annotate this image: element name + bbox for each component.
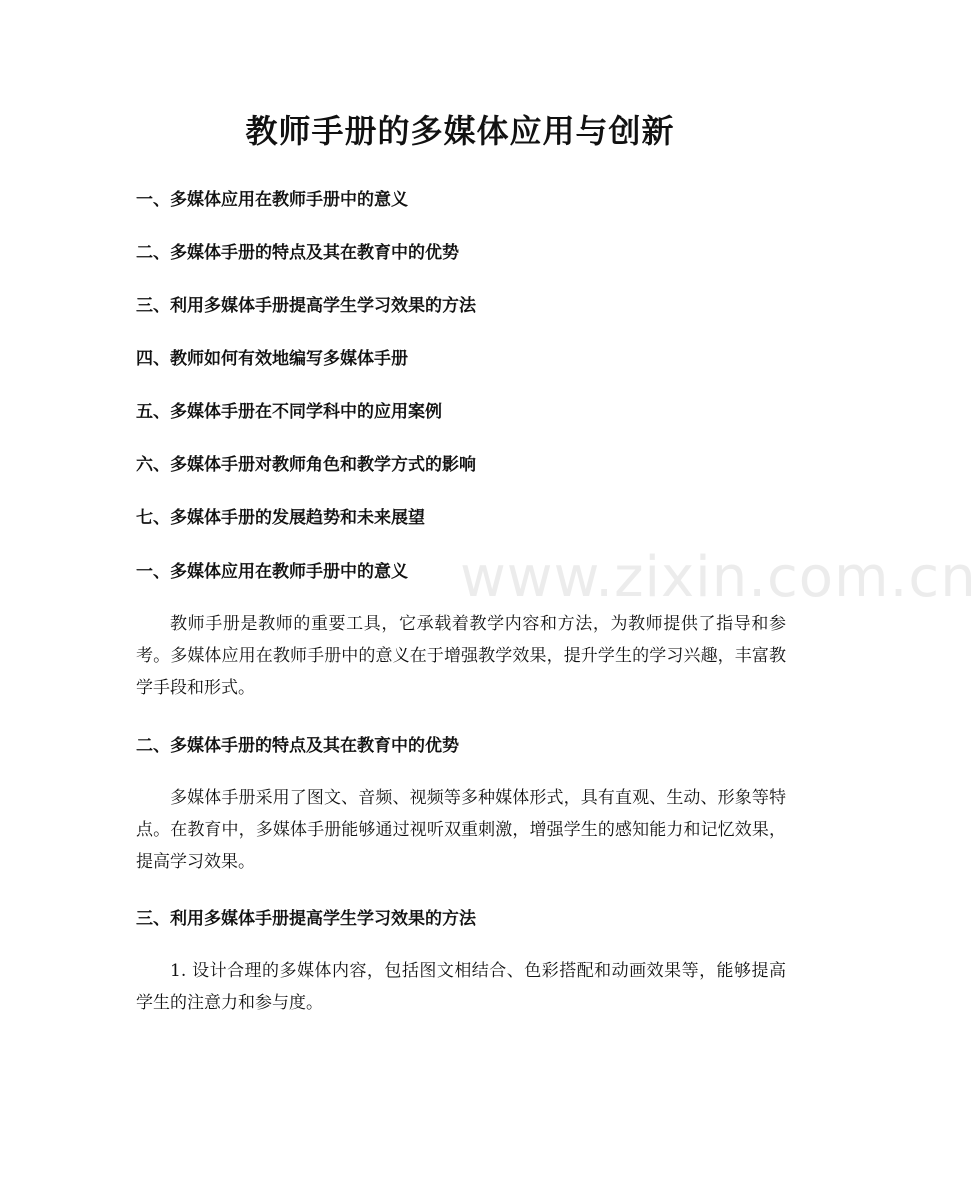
section-2: [136, 731, 786, 878]
toc-item: 六、多媒体手册对教师角色和教学方式的影响: [136, 455, 476, 475]
section-heading: 二、多媒体手册的特点及其在教育中的优势: [136, 736, 459, 756]
section-3: [136, 904, 786, 1019]
toc-item: 七、多媒体手册的发展趋势和未来展望: [136, 508, 425, 528]
section-1: [136, 557, 786, 704]
table-of-contents: [136, 185, 796, 556]
section-paragraph: 1. 设计合理的多媒体内容，包括图文相结合、色彩搭配和动画效果等，能够提高学生的注意力和参与度。: [136, 961, 786, 1013]
toc-item: 五、多媒体手册在不同学科中的应用案例: [136, 402, 442, 422]
watermark: www.zixin.com.cn: [460, 545, 977, 610]
section-paragraph: 教师手册是教师的重要工具，它承载着教学内容和方法，为教师提供了指导和参考。多媒体应用在教师手册中的意义在于增强教学效果，提升学生的学习兴趣，丰富教学手段和形式。: [136, 614, 786, 698]
section-heading: 三、利用多媒体手册提高学生学习效果的方法: [136, 909, 476, 929]
section-heading: 一、多媒体应用在教师手册中的意义: [136, 562, 408, 582]
toc-item: 三、利用多媒体手册提高学生学习效果的方法: [136, 296, 476, 316]
toc-item: 一、多媒体应用在教师手册中的意义: [136, 190, 408, 210]
document-title: 教师手册的多媒体应用与创新: [245, 112, 675, 150]
toc-item: 四、教师如何有效地编写多媒体手册: [136, 349, 408, 369]
section-paragraph: 多媒体手册采用了图文、音频、视频等多种媒体形式，具有直观、生动、形象等特点。在教育中，多媒体手册能够通过视听双重刺激，增强学生的感知能力和记忆效果，提高学习效果。: [136, 788, 786, 872]
toc-item: 二、多媒体手册的特点及其在教育中的优势: [136, 243, 459, 263]
